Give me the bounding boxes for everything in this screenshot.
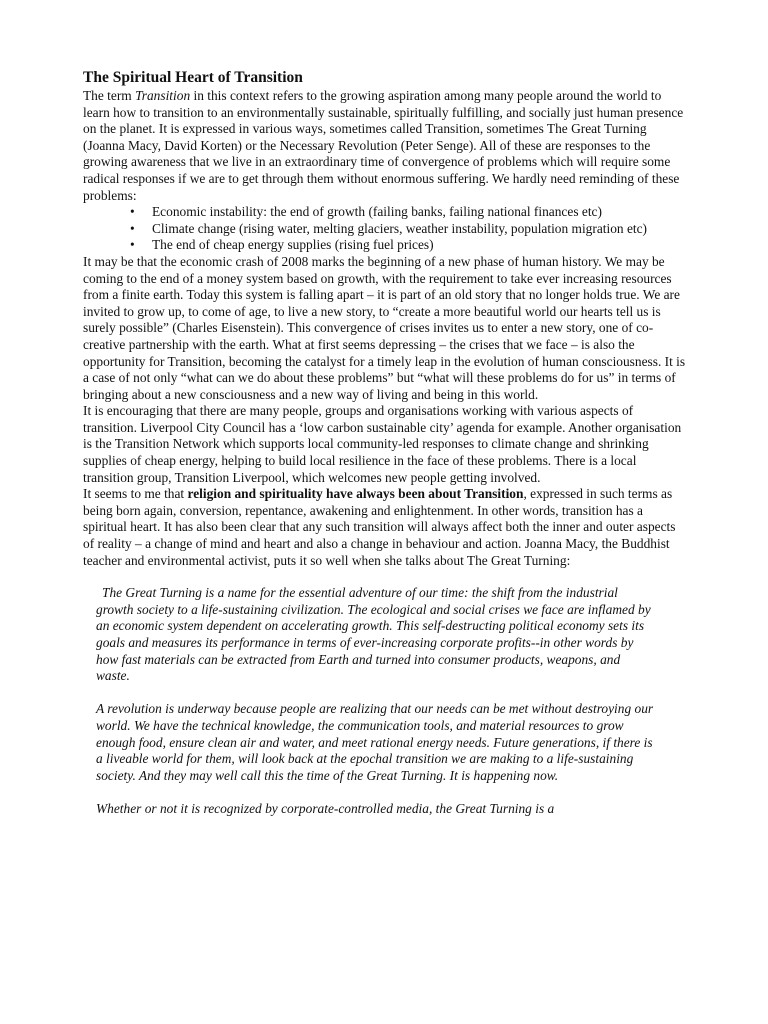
- problems-list: [83, 204, 688, 254]
- list-item-text: Economic instability: the end of growth (failing banks, failing national finances etc): [152, 204, 602, 220]
- quote-paragraph: The Great Turning is a name for the essential adventure of our time: the shift from the industrial growth society to a life-sustaining civilization. The ecological and social crises we face are inflamed by an economic system dependent on accelerating growth. This self-destructing political economy sets its goals and measures its performance in terms of ever-increasing corporate profits--in other words by how fast materials can be extracted from Earth and turned into consumer products, weapons, and waste.: [96, 585, 651, 684]
- intro-text-start: The term: [83, 88, 136, 103]
- list-item: [83, 221, 688, 238]
- bullet-icon: •: [130, 204, 135, 220]
- paragraph-spirituality-rest: , expressed in such terms as being born again, conversion, repentance, awakening and enlightenment. In other words, transition has a spiritual heart. It has also been clear that any such transition will always affect both the inner and outer aspects of reality – a change of mind and heart and also a change in behaviour and action. Joanna Macy, the Buddhist teacher and environmental activist, puts it so well when she talks about The Great Turning:: [83, 486, 676, 568]
- document-title: The Spiritual Heart of Transition: [83, 69, 303, 86]
- list-item: [83, 204, 688, 221]
- list-item-text: The end of cheap energy supplies (rising fuel prices): [152, 237, 434, 253]
- paragraph-economic-crash: It may be that the economic crash of 2008 marks the beginning of a new phase of human history. We may be coming to the end of a money system based on growth, with the requirement to take ever increasing resources from a finite earth. Today this system is falling apart – it is part of an old story that no longer holds true. We are invited to grow up, to come of age, to live a new story, to “create a more beautiful world our hearts tell us is surely possible” (Charles Eisenstein). This convergence of crises invites us to enter a new story, one of co-creative partnership with the earth. What at first seems depressing – the crises that we face – is also the opportunity for Transition, becoming the catalyst for a timely leap in the evolution of human consciousness. It is a case of not only “what can we do about these problems” but “what will these problems do for us” in terms of bringing about a new consciousness and a new way of living and being in this world.: [83, 253, 686, 402]
- paragraph-organisations: It is encouraging that there are many people, groups and organisations working with various aspects of transition. Liverpool City Council has a ‘low carbon sustainable city’ agenda for example. Another organisation is the Transition Network which supports local community-led responses to climate change and shrinking supplies of cheap energy, helping to build local resilience in the face of these problems. There is a local transition group, Transition Liverpool, which welcomes new people getting involved.: [83, 403, 682, 485]
- paragraph-spirituality-start: It seems to me that: [83, 486, 188, 502]
- paragraph-spirituality-bold: religion and spirituality have always been about Transition: [187, 486, 524, 502]
- paragraph-spirituality: [83, 486, 688, 569]
- quote-paragraph: Whether or not it is recognized by corporate-controlled media, the Great Turning is a: [96, 800, 555, 816]
- document-page: [83, 68, 688, 834]
- intro-italic-term: Transition: [135, 88, 191, 103]
- bullet-icon: •: [130, 237, 135, 253]
- list-item: [83, 237, 688, 254]
- intro-paragraph: [83, 88, 688, 204]
- list-item-text: Climate change (rising water, melting glaciers, weather instability, population migration etc): [152, 220, 648, 236]
- quote-paragraph: A revolution is underway because people are realizing that our needs can be met without destroying our world. We have the technical knowledge, the communication tools, and material resources to grow enough food, ensure clean air and water, and meet rational energy needs. Future generations, if there is a liveable world for them, will look back at the epochal transition we are making to a life-sustaining society. And they may well call this the time of the Great Turning. It is happening now.: [96, 701, 654, 783]
- bullet-icon: •: [130, 220, 135, 236]
- intro-text-rest: in this context refers to the growing aspiration among many people around the world to learn how to transition to an environmentally sustainable, spiritually fulfilling, and socially just human presence on the planet. It is expressed in various ways, sometimes called Transition, sometimes The Great Turning (Joanna Macy, David Korten) or the Necessary Revolution (Peter Senge). All of these are responses to the growing awareness that we live in an extraordinary time of convergence of problems which will require some radical responses if we are to get through them without enormous suffering. We hardly need reminding of these problems:: [83, 88, 684, 203]
- block-quote: [96, 585, 656, 817]
